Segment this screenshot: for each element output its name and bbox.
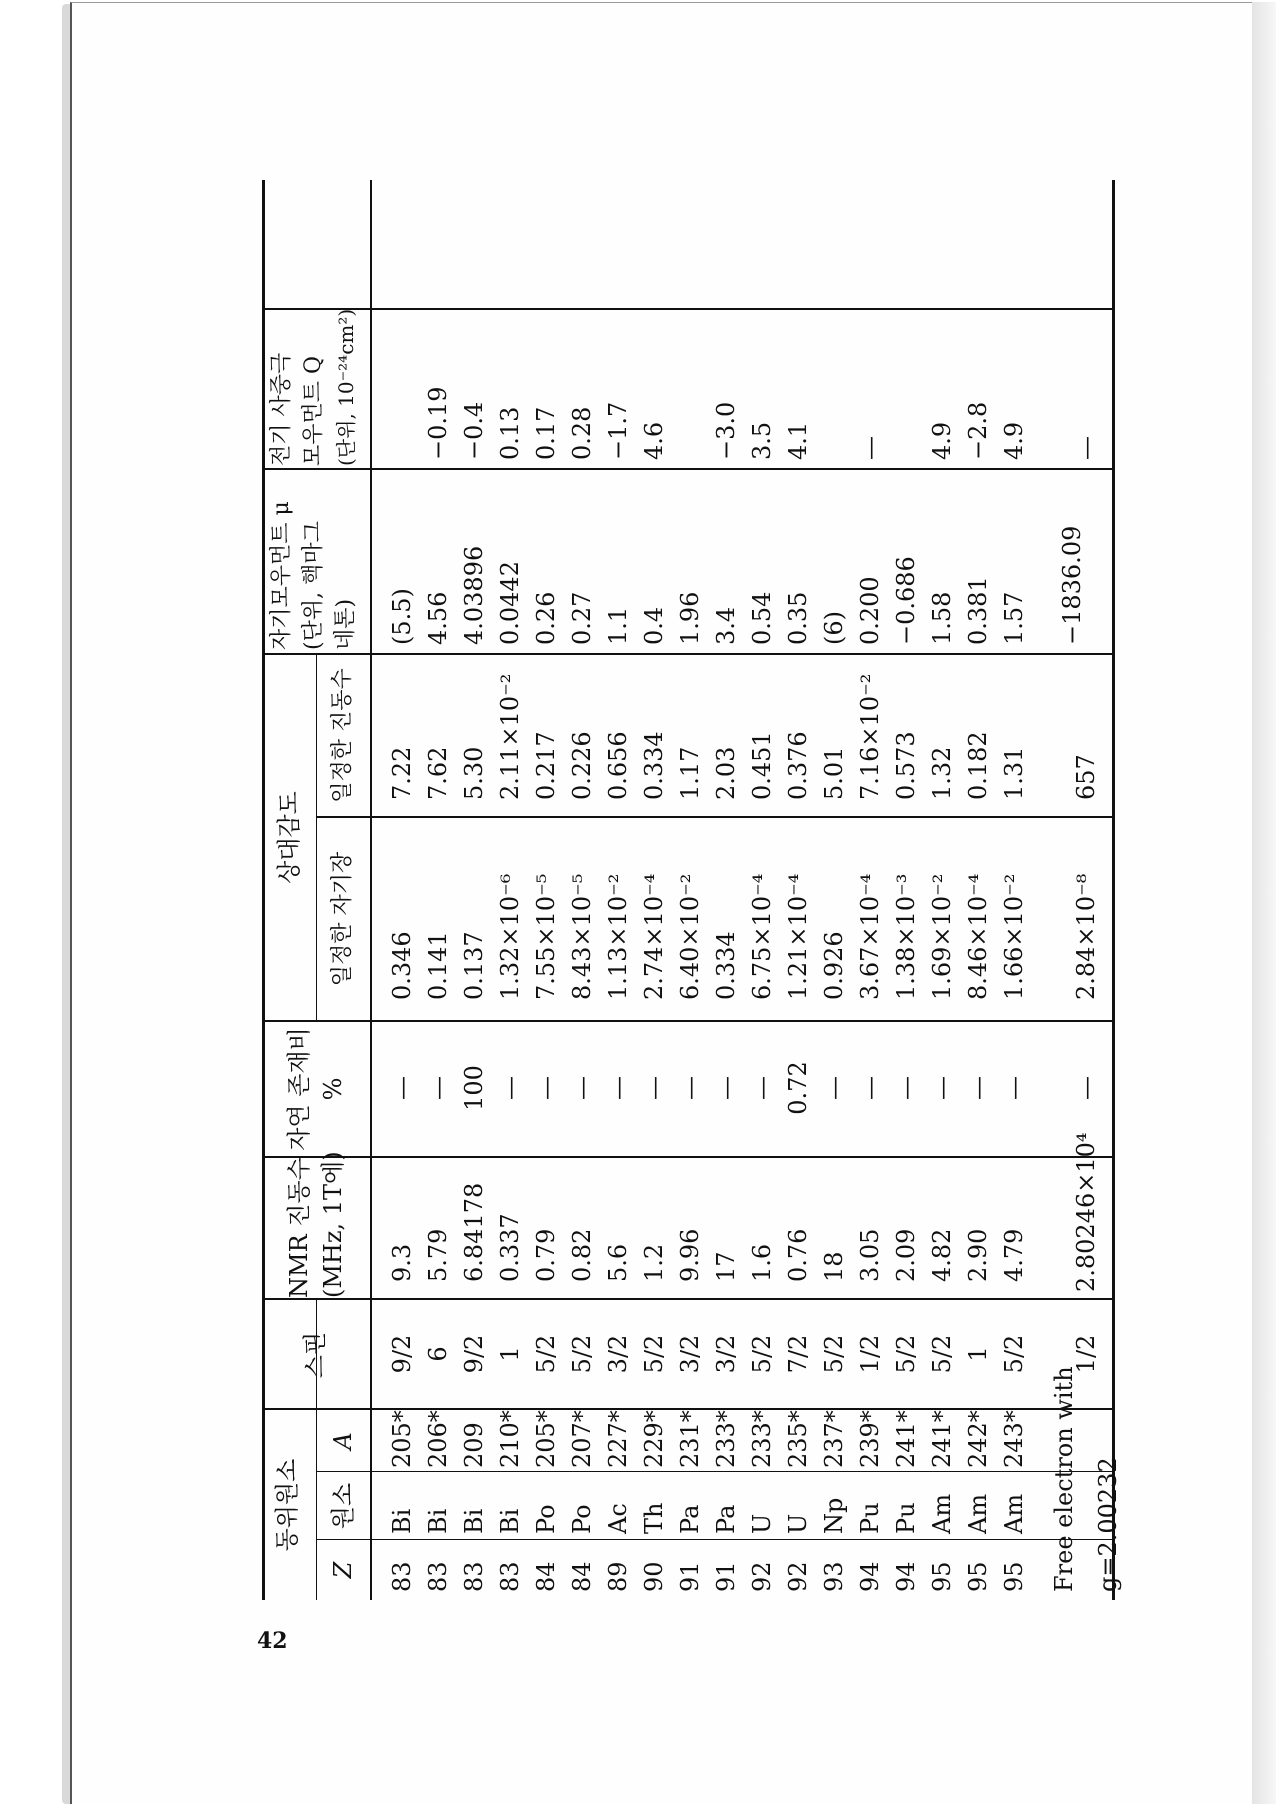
cell-sens-freq: 5.01: [820, 746, 848, 800]
header-nmr-2: (MHz, 1T에): [319, 1151, 347, 1298]
cell-spin: 5/2: [640, 1334, 668, 1374]
cell-quadrupole: −3.0: [712, 401, 740, 460]
cell-sens-freq: 1.32: [928, 746, 956, 800]
cell-sens-field: 0.141: [424, 931, 452, 1000]
cell-sens-freq: 7.16×10⁻²: [856, 673, 884, 800]
cell-a: 233*: [712, 1410, 740, 1468]
cell-abundance: —: [748, 1076, 776, 1100]
cell-moment: 0.27: [568, 591, 596, 645]
cell-sens-freq: 0.451: [748, 731, 776, 800]
cell-quadrupole: 4.6: [640, 421, 668, 460]
cell-nmr: 4.79: [1000, 1228, 1028, 1282]
cell-sens-field: 2.74×10⁻⁴: [640, 873, 668, 1000]
cell-z: 92: [748, 1561, 776, 1592]
cell-z: 89: [604, 1561, 632, 1592]
footer-label-2: g=2.00232: [1094, 1457, 1122, 1592]
cell-moment: (5.5): [388, 588, 416, 645]
cell-z: 84: [532, 1561, 560, 1592]
cell-element: Am: [964, 1493, 992, 1534]
cell-moment: 0.54: [748, 591, 776, 645]
cell-nmr: 2.09: [892, 1228, 920, 1282]
cell-quadrupole: 4.9: [1000, 421, 1028, 460]
cell-sens-field: 1.66×10⁻²: [1000, 873, 1028, 1000]
cell-abundance: 100: [460, 1065, 488, 1111]
cell-nmr: 9.3: [388, 1243, 416, 1282]
cell-element: U: [748, 1513, 776, 1534]
cell-sens-field: 7.55×10⁻⁵: [532, 873, 560, 1000]
cell-nmr: 3.05: [856, 1228, 884, 1282]
cell-a: 242*: [964, 1410, 992, 1468]
cell-quadrupole: −2.8: [964, 401, 992, 460]
cell-abundance: —: [568, 1076, 596, 1100]
cell-z: 83: [496, 1561, 524, 1592]
cell-sens-field: 0.334: [712, 931, 740, 1000]
cell-nmr: 6.84178: [460, 1182, 488, 1282]
cell-sens-freq: 0.217: [532, 731, 560, 800]
cell-element: Bi: [424, 1508, 452, 1534]
cell-nmr: 0.79: [532, 1228, 560, 1282]
cell-a: 209: [460, 1422, 488, 1468]
cell-abundance: —: [604, 1076, 632, 1100]
cell-sens-field: 0.926: [820, 931, 848, 1000]
cell-spin: 1/2: [856, 1334, 884, 1374]
cell-nmr: 1.6: [748, 1243, 776, 1282]
cell-spin: 1: [496, 1346, 524, 1362]
cell-spin: 9/2: [460, 1334, 488, 1374]
col-divider: [316, 1539, 1112, 1540]
cell-element: Bi: [388, 1508, 416, 1534]
cell-moment: 1.1: [604, 606, 632, 645]
cell-quadrupole: −1.7: [604, 401, 632, 460]
cell-z: 90: [640, 1561, 668, 1592]
cell-spin: 5/2: [568, 1334, 596, 1374]
cell-abundance: —: [388, 1076, 416, 1100]
header-sens-freq: 일정한 진동수: [330, 668, 355, 803]
table-top-rule: [262, 180, 265, 1600]
cell-element: Pa: [712, 1504, 740, 1534]
cell-abundance: —: [676, 1076, 704, 1100]
cell-nmr: 17: [712, 1251, 740, 1282]
cell-spin: 1: [964, 1346, 992, 1362]
cell-spin: 7/2: [784, 1334, 812, 1374]
cell-z: 83: [424, 1561, 452, 1592]
cell-z: 83: [460, 1561, 488, 1592]
header-moment-1: 자기모우먼트 μ: [269, 501, 294, 650]
cell-sens-freq: 5.30: [460, 746, 488, 800]
cell-z: 94: [856, 1561, 884, 1592]
col-divider: [316, 816, 1112, 818]
cell-a: 227*: [604, 1410, 632, 1468]
col-divider: [262, 1020, 1115, 1022]
cell-sens-freq: 0.573: [892, 731, 920, 800]
cell-nmr: 4.82: [928, 1228, 956, 1282]
cell-moment: 0.0442: [496, 561, 524, 645]
cell-nmr: 0.82: [568, 1228, 596, 1282]
cell-z: 84: [568, 1561, 596, 1592]
cell-quadrupole: 0.17: [532, 406, 560, 460]
cell-sens-freq: 0.656: [604, 731, 632, 800]
header-abundance-1: 자연 존재비: [285, 1027, 313, 1151]
cell-element: Pu: [856, 1502, 884, 1534]
cell-quadrupole: 4.9: [928, 421, 956, 460]
cell-sens-field: 1.38×10⁻³: [892, 873, 920, 1000]
cell-sens-field: 1.21×10⁻⁴: [784, 873, 812, 1000]
cell-abundance: —: [964, 1076, 992, 1100]
cell-moment: 1.96: [676, 591, 704, 645]
cell-sens-freq: 1.17: [676, 746, 704, 800]
cell-a: 229*: [640, 1410, 668, 1468]
footer-sens-freq: 657: [1072, 754, 1100, 800]
cell-abundance: —: [856, 1076, 884, 1100]
cell-spin: 5/2: [820, 1334, 848, 1374]
cell-abundance: 0.72: [784, 1061, 812, 1115]
cell-element: Pa: [676, 1504, 704, 1534]
cell-quadrupole: 4.1: [784, 421, 812, 460]
cell-sens-field: 8.43×10⁻⁵: [568, 873, 596, 1000]
cell-sens-freq: 2.03: [712, 746, 740, 800]
cell-a: 205*: [532, 1410, 560, 1468]
header-a: A: [329, 1432, 357, 1450]
cell-spin: 5/2: [928, 1334, 956, 1374]
cell-nmr: 5.79: [424, 1228, 452, 1282]
page-number: 42: [257, 1628, 288, 1654]
header-moment-3: 네톤): [333, 598, 358, 650]
cell-nmr: 2.90: [964, 1228, 992, 1282]
cell-quadrupole: 3.5: [748, 421, 776, 460]
cell-a: 233*: [748, 1410, 776, 1468]
cell-abundance: —: [496, 1076, 524, 1100]
cell-a: 243*: [1000, 1410, 1028, 1468]
cell-element: Bi: [496, 1508, 524, 1534]
cell-spin: 5/2: [748, 1334, 776, 1374]
cell-quadrupole: −0.19: [424, 386, 452, 460]
header-nmr-1: NMR 진동수: [285, 1157, 313, 1298]
cell-element: Th: [640, 1502, 668, 1534]
header-isotope: 동위원소: [273, 1458, 301, 1552]
header-quad-1: 전기 사중극: [269, 352, 294, 466]
cell-moment: 1.57: [1000, 591, 1028, 645]
footer-spin: 1/2: [1072, 1334, 1100, 1374]
cell-a: 239*: [856, 1410, 884, 1468]
cell-a: 207*: [568, 1410, 596, 1468]
cell-element: Am: [1000, 1493, 1028, 1534]
cell-abundance: —: [892, 1076, 920, 1100]
cell-abundance: —: [712, 1076, 740, 1100]
cell-element: Bi: [460, 1508, 488, 1534]
cell-spin: 5/2: [532, 1334, 560, 1374]
cell-quadrupole: 0.13: [496, 406, 524, 460]
cell-sens-freq: 7.22: [388, 746, 416, 800]
cell-z: 95: [964, 1561, 992, 1592]
cell-sens-field: 1.69×10⁻²: [928, 873, 956, 1000]
header-abundance-2: %: [319, 1077, 347, 1101]
cell-sens-freq: 7.62: [424, 746, 452, 800]
col-divider: [316, 1471, 1112, 1472]
header-quad-3: (단위, 10⁻²⁴cm²): [334, 308, 358, 466]
cell-z: 93: [820, 1561, 848, 1592]
cell-sens-field: 1.32×10⁻⁶: [496, 873, 524, 1000]
footer-nmr: 2.80246×10⁴: [1072, 1132, 1100, 1292]
cell-spin: 5/2: [1000, 1334, 1028, 1374]
cell-nmr: 5.6: [604, 1243, 632, 1282]
cell-z: 91: [676, 1561, 704, 1592]
cell-moment: 3.4: [712, 606, 740, 645]
cell-element: Pu: [892, 1502, 920, 1534]
cell-sens-freq: 1.31: [1000, 746, 1028, 800]
footer-label-1: Free electron with: [1050, 1366, 1078, 1592]
cell-abundance: —: [640, 1076, 668, 1100]
col-divider: [262, 1298, 1115, 1300]
cell-nmr: 0.76: [784, 1228, 812, 1282]
cell-abundance: —: [1000, 1076, 1028, 1100]
cell-z: 83: [388, 1561, 416, 1592]
cell-a: 206*: [424, 1410, 452, 1468]
cell-abundance: —: [424, 1076, 452, 1100]
cell-moment: 0.26: [532, 591, 560, 645]
cell-spin: 5/2: [892, 1334, 920, 1374]
footer-quadrupole: —: [1072, 436, 1100, 460]
header-element: 원소: [329, 1482, 357, 1530]
cell-z: 92: [784, 1561, 812, 1592]
cell-sens-freq: 0.334: [640, 731, 668, 800]
cell-moment: 0.35: [784, 591, 812, 645]
cell-sens-field: 8.46×10⁻⁴: [964, 873, 992, 1000]
cell-z: 95: [928, 1561, 956, 1592]
cell-sens-field: 6.40×10⁻²: [676, 873, 704, 1000]
cell-moment: 4.56: [424, 591, 452, 645]
cell-a: 241*: [892, 1410, 920, 1468]
page-edge: [1252, 2, 1276, 1804]
cell-nmr: 0.337: [496, 1213, 524, 1282]
header-quad-2: 모우먼트 Q: [301, 355, 326, 466]
cell-a: 237*: [820, 1410, 848, 1468]
cell-moment: 0.200: [856, 576, 884, 645]
cell-quadrupole: —: [856, 436, 884, 460]
footer-moment: −1836.09: [1058, 525, 1086, 645]
isotope-table: [262, 180, 1142, 1600]
cell-moment: 0.4: [640, 606, 668, 645]
sensitivity-subheader-rule: [316, 655, 317, 1022]
cell-moment: 1.58: [928, 591, 956, 645]
cell-sens-freq: 0.182: [964, 731, 992, 800]
col-divider: [262, 468, 1115, 470]
footer-sens-field: 2.84×10⁻⁸: [1072, 873, 1100, 1000]
header-spin: 스핀: [301, 1331, 329, 1379]
cell-spin: 3/2: [712, 1334, 740, 1374]
cell-element: Ac: [604, 1503, 632, 1534]
cell-spin: 3/2: [604, 1334, 632, 1374]
cell-moment: 0.381: [964, 576, 992, 645]
cell-moment: (6): [820, 611, 848, 645]
cell-element: Po: [532, 1504, 560, 1534]
cell-abundance: —: [820, 1076, 848, 1100]
cell-sens-freq: 0.226: [568, 731, 596, 800]
cell-nmr: 1.2: [640, 1243, 668, 1282]
cell-moment: 4.03896: [460, 545, 488, 645]
cell-moment: −0.686: [892, 556, 920, 645]
cell-z: 95: [1000, 1561, 1028, 1592]
cell-sens-field: 0.137: [460, 931, 488, 1000]
cell-a: 231*: [676, 1410, 704, 1468]
cell-z: 91: [712, 1561, 740, 1592]
cell-abundance: —: [928, 1076, 956, 1100]
header-moment-2: (단위, 핵마그: [301, 521, 326, 650]
cell-spin: 3/2: [676, 1334, 704, 1374]
cell-spin: 6: [424, 1346, 452, 1362]
cell-element: Am: [928, 1493, 956, 1534]
table-header-rule: [370, 180, 372, 1600]
cell-sens-field: 1.13×10⁻²: [604, 873, 632, 1000]
cell-nmr: 9.96: [676, 1228, 704, 1282]
cell-abundance: —: [532, 1076, 560, 1100]
cell-z: 94: [892, 1561, 920, 1592]
cell-sens-freq: 0.376: [784, 731, 812, 800]
cell-sens-field: 3.67×10⁻⁴: [856, 873, 884, 1000]
cell-quadrupole: 0.28: [568, 406, 596, 460]
cell-sens-field: 6.75×10⁻⁴: [748, 873, 776, 1000]
cell-a: 235*: [784, 1410, 812, 1468]
cell-a: 205*: [388, 1410, 416, 1468]
cell-sens-field: 0.346: [388, 931, 416, 1000]
cell-sens-freq: 2.11×10⁻²: [496, 673, 524, 800]
footer-abundance: —: [1072, 1076, 1100, 1100]
cell-a: 210*: [496, 1410, 524, 1468]
cell-nmr: 18: [820, 1251, 848, 1282]
header-sens-field: 일정한 자기장: [330, 851, 355, 987]
cell-a: 241*: [928, 1410, 956, 1468]
cell-element: U: [784, 1513, 812, 1534]
cell-quadrupole: −0.4: [460, 401, 488, 460]
cell-element: Np: [820, 1497, 848, 1534]
header-z: Z: [329, 1561, 357, 1579]
cell-spin: 9/2: [388, 1334, 416, 1374]
cell-element: Po: [568, 1504, 596, 1534]
header-sensitivity: 상대감도: [275, 791, 303, 884]
